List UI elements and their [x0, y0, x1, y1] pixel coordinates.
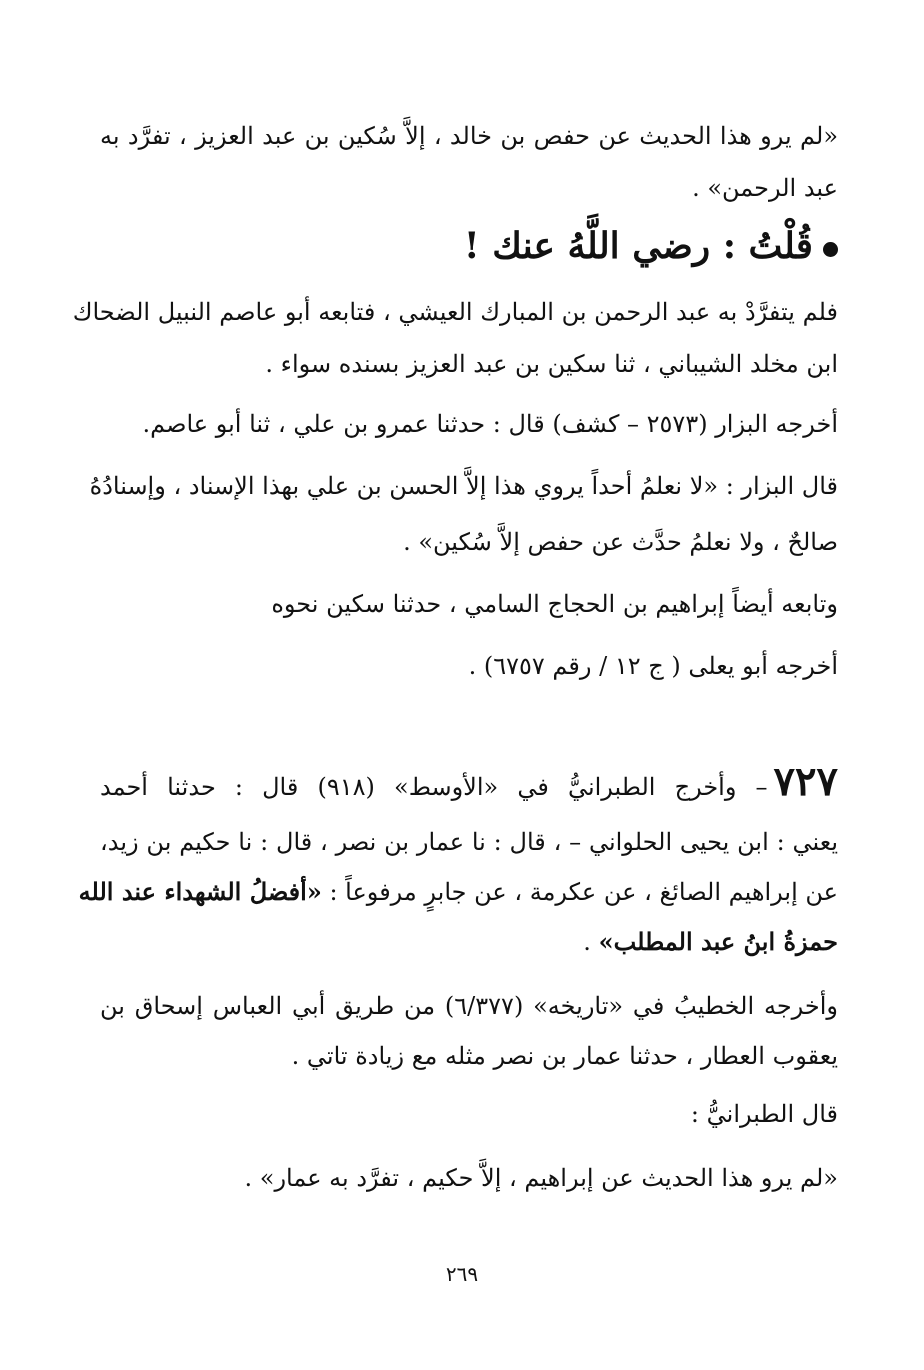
text-line: «لم يرو هذا الحديث عن حفص بن خالد ، إلاَّ سُكين بن عبد العزيز ، تفرَّد به	[100, 122, 838, 150]
period: .	[583, 928, 599, 956]
text-line: يعقوب العطار ، حدثنا عمار بن نصر مثله مع زيادة تاتي .	[291, 1042, 838, 1070]
text-line: فلم يتفرَّدْ به عبد الرحمن بن المبارك العيشي ، فتابعه أبو عاصم النبيل الضحاك	[72, 298, 838, 326]
text-line: صالحٌ ، ولا نعلمُ حدَّث عن حفص إلاَّ سُكين» .	[403, 528, 838, 556]
text-line: ابن مخلد الشيباني ، ثنا سكين بن عبد العزيز بسنده سواء .	[265, 350, 838, 378]
text-line: أخرجه البزار (٢٥٧٣ – كشف) قال : حدثنا عمرو بن علي ، ثنا أبو عاصم.	[142, 410, 838, 438]
text-line: عبد الرحمن» .	[692, 174, 838, 202]
section-heading	[464, 222, 838, 270]
text-line: يعني : ابن يحيى الحلواني – ، قال : نا عمار بن نصر ، قال : نا حكيم بن زيد،	[100, 828, 838, 856]
text-line: قال البزار : «لا نعلمُ أحداً يروي هذا إلاَّ الحسن بن علي بهذا الإسناد ، وإسنادُهُ	[89, 472, 838, 500]
hadith-matn: «أفضلُ الشهداء عند الله	[78, 877, 322, 906]
text-line	[583, 924, 838, 960]
text-line	[78, 874, 838, 910]
page-number: ٢٦٩	[445, 1262, 479, 1286]
heading-text: قُلْتُ : رضي اللَّهُ عنك !	[463, 225, 813, 267]
hadith-matn: حمزةُ ابنُ عبد المطلب»	[598, 927, 838, 956]
text-line: أخرجه أبو يعلى ( ج ١٢ / رقم ٦٧٥٧) .	[468, 652, 838, 680]
hadith-text: – وأخرج الطبرانيُّ في «الأوسط» (٩١٨) قال : حدثنا أحمد	[100, 773, 768, 801]
text-line: وتابعه أيضاً إبراهيم بن الحجاج السامي ، حدثنا سكين نحوه	[271, 590, 838, 618]
hadith-number: ٧٢٧	[773, 758, 838, 805]
text-line: وأخرجه الخطيبُ في «تاريخه» (٦/٣٧٧) من طريق أبي العباس إسحاق بن	[100, 992, 838, 1020]
hadith-first-line	[100, 758, 838, 805]
text-line: «لم يرو هذا الحديث عن إبراهيم ، إلاَّ حكيم ، تفرَّد به عمار» .	[244, 1164, 838, 1192]
bullet-icon	[823, 242, 838, 257]
page-body	[72, 0, 838, 1370]
chain-text: عن إبراهيم الصائغ ، عن عكرمة ، عن جابرٍ مرفوعاً :	[321, 878, 838, 906]
text-line: قال الطبرانيُّ :	[690, 1100, 838, 1128]
